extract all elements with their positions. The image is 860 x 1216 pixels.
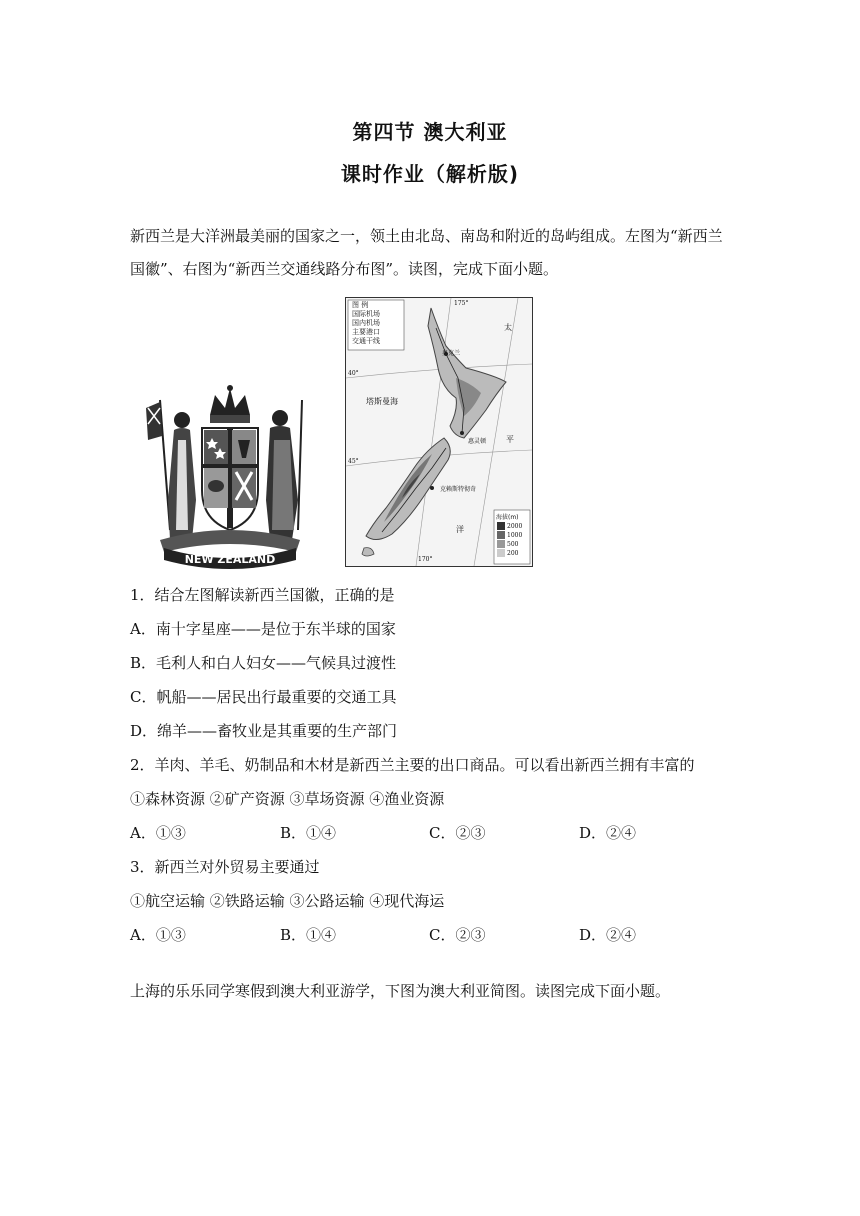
question-1-option-b: B．毛利人和白人妇女——气候具过渡性 [130,654,397,672]
map-latitude-label: 45° [348,458,359,465]
question-3-stem: 3．新西兰对外贸易主要通过 [130,858,320,876]
question-2-option-b: B．①④ [280,824,337,842]
page-subtitle: 课时作业（解析版) [340,162,520,186]
map-legend-item: 国际机场 [352,310,380,318]
map-city-label: 惠灵顿 [468,438,487,445]
question-3-option-a: A．①③ [130,926,186,944]
question-2-option-a: A．①③ [130,824,186,842]
map-legend-title: 图 例 [352,301,369,309]
map-legend [352,301,380,346]
map-ocean-label: 太 [504,323,512,332]
next-section-intro: 上海的乐乐同学寒假到澳大利亚游学，下图为澳大利亚简图。读图完成下面小题。 [130,982,671,1000]
question-3-items: ①航空运输 ②铁路运输 ③公路运输 ④现代海运 [130,892,445,910]
new-zealand-emblem-image [140,380,320,570]
question-3-option-c: C．②③ [429,926,486,944]
question-1-option-a: A．南十字星座——是位于东半球的国家 [130,620,396,638]
question-2-option-d: D．②④ [579,824,637,842]
map-city-label: 奥克兰 [442,350,461,357]
map-ocean-label: 平 [506,435,514,444]
map-ocean-label: 洋 [456,525,464,534]
map-longitude-label: 170° [418,556,433,563]
question-1-option-d: D．绵羊——畜牧业是其重要的生产部门 [130,722,398,740]
question-3-option-d: D．②④ [579,926,637,944]
intro-line-2: 国徽”、右图为“新西兰交通线路分布图”。读图，完成下面小题。 [130,260,559,278]
map-elevation-level: 1000 [507,532,523,539]
map-elevation-level: 2000 [507,523,523,530]
new-zealand-transport-map [345,297,533,567]
question-1-option-c: C．帆船——居民出行最重要的交通工具 [130,688,397,706]
map-elevation-levels [507,522,522,558]
map-latitude-label: 40° [348,370,359,377]
map-legend-item: 交通干线 [352,337,380,345]
question-1-stem: 1．结合左图解读新西兰国徽，正确的是 [130,586,395,604]
map-elevation-level: 500 [507,541,519,548]
question-2-option-c: C．②③ [429,824,486,842]
map-elevation-title: 海拔(m) [496,514,519,521]
map-city-label: 克赖斯特彻奇 [440,486,477,493]
map-legend-item: 国内机场 [352,319,380,327]
map-elevation-level: 200 [507,550,519,557]
map-sea-label: 塔斯曼海 [366,397,398,406]
question-2-stem: 2．羊肉、羊毛、奶制品和木材是新西兰主要的出口商品。可以看出新西兰拥有丰富的 [130,756,695,774]
map-legend-item: 主要港口 [352,328,380,336]
question-3-option-b: B．①④ [280,926,337,944]
page-title: 第四节 澳大利亚 [352,120,508,144]
intro-line-1: 新西兰是大洋洲最美丽的国家之一，领土由北岛、南岛和附近的岛屿组成。左图为“新西兰 [130,227,723,245]
map-longitude-label: 175° [454,300,469,307]
question-2-items: ①森林资源 ②矿产资源 ③草场资源 ④渔业资源 [130,790,445,808]
emblem-banner-text: NEW ZEALAND [184,553,276,566]
